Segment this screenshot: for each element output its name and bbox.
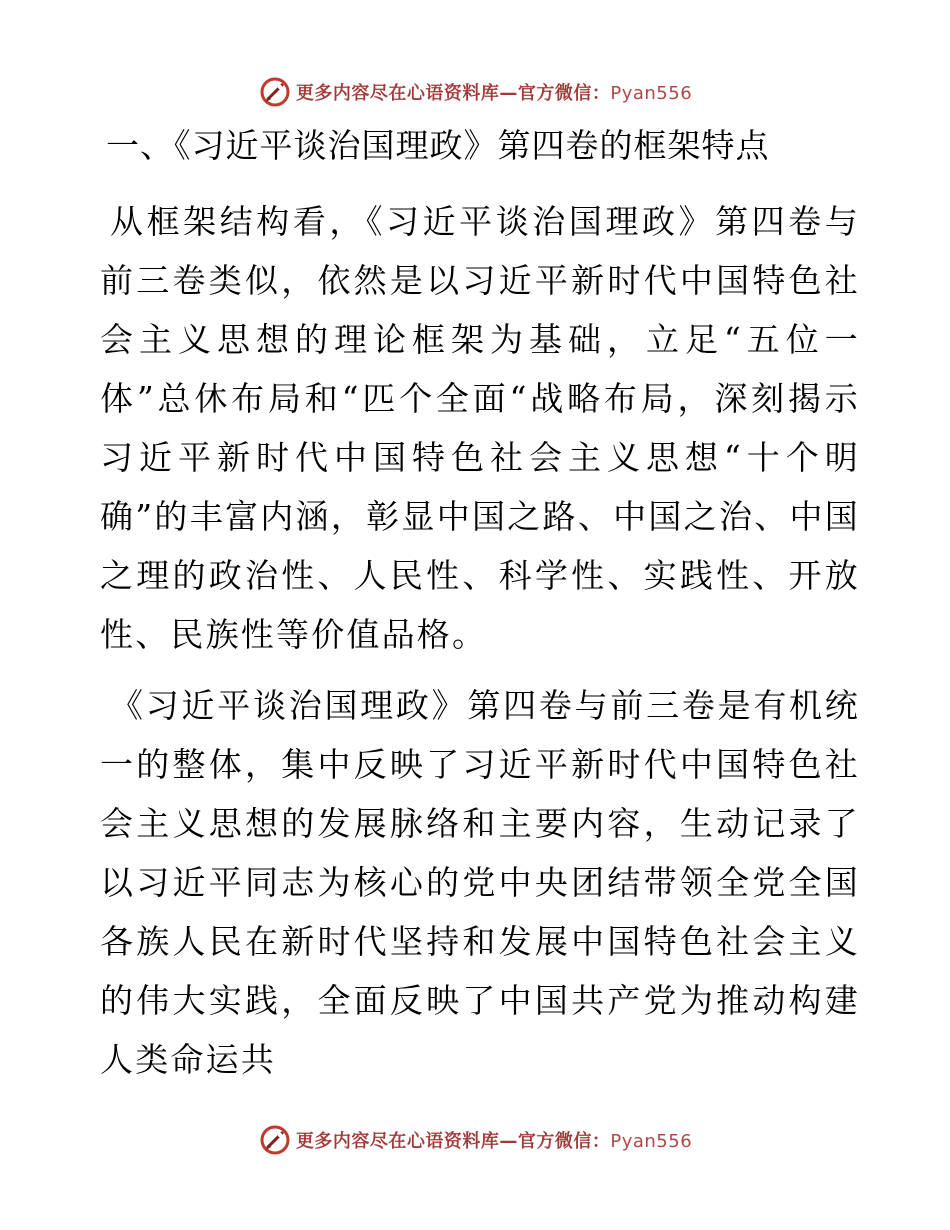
footer-banner-text: 更多内容尽在心语资料库—官方微信：Pyan556 xyxy=(295,1131,693,1152)
header-banner-text: 更多内容尽在心语资料库—官方微信：Pyan556 xyxy=(295,83,693,104)
pen-circle-logo-icon xyxy=(258,75,292,109)
paragraph-1: 从框架结构看，《习近平谈治国理政》第四卷与前三卷类似，依然是以习近平新时代中国特色社会主义思想的理论框架为基础，立足“五位一体”总休布局和“匹个全面“战略布局，深刻揭示习近平新时代中国特色社会主义思想“十个明确”的丰富内涵，彰显中国之路、中国之治、中国之理的政治性、人民性、科学性、实践性、开放性、民族性等价值品格。 xyxy=(100,202,860,654)
section-title: 一、《习近平谈治国理政》第四卷的框架特点 xyxy=(106,126,770,165)
pen-circle-logo-icon xyxy=(258,1123,292,1157)
paragraph-2: 《习近平谈治国理政》第四卷与前三卷是有机统一的整体，集中反映了习近平新时代中国特色社会主义思想的发展脉络和主要内容，生动记录了以习近平同志为核心的党中央团结带领全党全国各族人民在新时代坚持和发展中国特色社会主义的伟大实践，全面反映了中国共产党为推动构建人类命运共 xyxy=(100,686,860,1079)
footer-banner xyxy=(0,1120,950,1160)
header-banner xyxy=(0,72,950,112)
footer-wechat-id: Pyan556 xyxy=(610,1131,693,1152)
header-wechat-id: Pyan556 xyxy=(610,83,693,104)
